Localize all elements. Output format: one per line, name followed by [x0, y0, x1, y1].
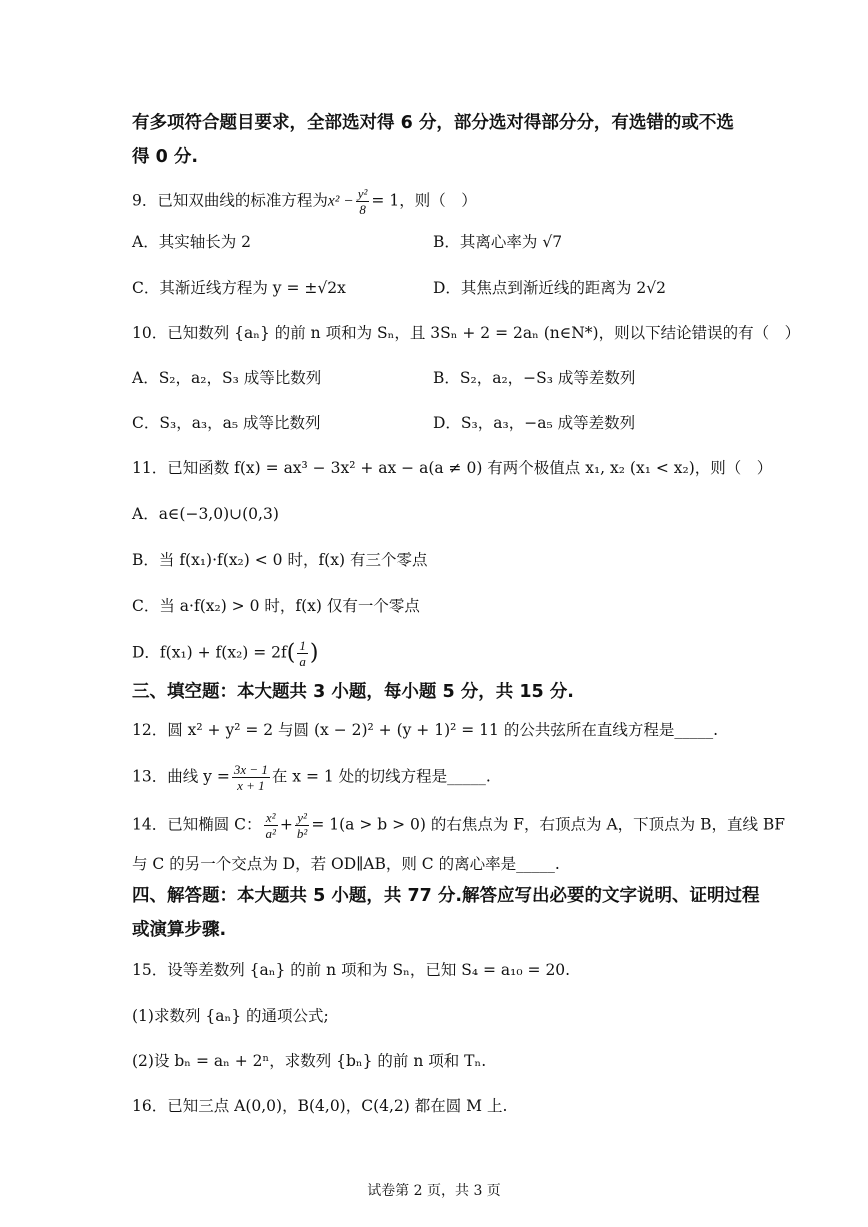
question-14-suffix: = 1(a > b > 0) 的右焦点为 F，右顶点为 A，下顶点为 B，直线 BF — [311, 815, 786, 834]
question-10-option-d: D．S₃，a₃，−a₅ 成等差数列 — [433, 414, 636, 432]
question-16-stem: 16．已知三点 A(0,0)，B(4,0)，C(4,2) 都在圆 M 上. — [132, 1097, 508, 1115]
question-11-option-d-denominator: a — [299, 654, 306, 669]
question-9-eq-left: x² − — [327, 192, 354, 210]
question-14-line-2: 与 C 的另一个交点为 D，若 OD∥AB，则 C 的离心率是_____. — [132, 855, 560, 873]
section-3-heading: 三、填空题：本大题共 3 小题，每小题 5 分，共 15 分. — [132, 682, 574, 702]
question-14-line-1 — [132, 810, 785, 841]
section-2-instructions-line-2: 得 0 分. — [132, 147, 199, 167]
question-11-option-d-numerator: 1 — [299, 638, 306, 653]
question-10-stem: 10．已知数列 {aₙ} 的前 n 项和为 Sₙ，且 3Sₙ + 2 = 2aₙ (n∈N*)，则以下结论错误的有（ ） — [132, 324, 801, 342]
question-11-option-d-left: D．f(x₁) + f(x₂) = 2f — [132, 643, 287, 662]
question-15-stem: 15．设等差数列 {aₙ} 的前 n 项和为 Sₙ，已知 S₄ = a₁₀ = 20. — [132, 961, 571, 979]
question-9-prefix: 9．已知双曲线的标准方程为 — [132, 191, 328, 210]
question-12: 12．圆 x² + y² = 2 与圆 (x − 2)² + (y + 1)² = 11 的公共弦所在直线方程是_____. — [132, 721, 719, 739]
question-10-option-c: C．S₃，a₃，a₅ 成等比数列 — [132, 414, 321, 432]
question-10-option-a: A．S₂，a₂，S₃ 成等比数列 — [132, 369, 322, 387]
question-14-fraction-x — [264, 810, 278, 841]
question-9-option-d: D．其焦点到渐近线的距离为 2√2 — [433, 279, 666, 297]
question-11-stem: 11．已知函数 f(x) = ax³ − 3x² + ax − a(a ≠ 0) 有两个极值点 x₁, x₂ (x₁ < x₂)，则（ ） — [132, 459, 773, 477]
question-13-fraction — [232, 762, 270, 793]
section-4-heading-line-2: 或演算步骤. — [132, 920, 227, 940]
question-14-plus: + — [279, 815, 293, 834]
question-10-option-b: B．S₂，a₂，−S₃ 成等差数列 — [433, 369, 636, 387]
question-14-prefix: 14．已知椭圆 C： — [132, 815, 262, 834]
question-11-option-c: C．当 a·f(x₂) > 0 时，f(x) 仅有一个零点 — [132, 597, 420, 615]
question-13-suffix: 在 x = 1 处的切线方程是_____. — [271, 767, 491, 786]
question-14-denominator-a: a² — [265, 826, 276, 841]
question-14-numerator-x: x² — [264, 810, 278, 826]
question-15-part-1: (1)求数列 {aₙ} 的通项公式; — [132, 1007, 329, 1025]
question-13-numerator: 3x − 1 — [233, 762, 268, 777]
question-13-denominator: x + 1 — [237, 778, 265, 793]
question-9-option-b: B．其离心率为 √7 — [433, 233, 563, 251]
question-14-numerator-y: y² — [295, 810, 309, 826]
question-11-option-b: B．当 f(x₁)·f(x₂) < 0 时，f(x) 有三个零点 — [132, 551, 428, 569]
question-9-suffix: = 1，则（ ） — [371, 191, 477, 210]
question-9-option-c: C．其渐近线方程为 y = ±√2x — [132, 279, 346, 297]
question-11-option-d-fraction — [297, 638, 308, 669]
question-9-option-a: A．其实轴长为 2 — [132, 233, 251, 251]
question-14-fraction-y — [295, 810, 309, 841]
page-footer: 试卷第 2 页，共 3 页 — [367, 1183, 501, 1199]
question-14-denominator-b: b² — [296, 826, 308, 841]
question-15-part-2: (2)设 bₙ = aₙ + 2ⁿ，求数列 {bₙ} 的前 n 项和 Tₙ. — [132, 1052, 487, 1070]
question-13 — [132, 762, 491, 793]
section-2-instructions-line-1: 有多项符合题目要求，全部选对得 6 分，部分选对得部分分，有选错的或不选 — [132, 113, 734, 133]
question-11-option-d: D．f(x₁) + f(x₂) = 2f( $\frac{1}{a}$ ) — [132, 638, 319, 669]
section-4-heading-line-1: 四、解答题：本大题共 5 小题，共 77 分.解答应写出必要的文字说明、证明过程 — [132, 886, 760, 906]
question-9-numerator: y² — [357, 186, 368, 201]
question-9-stem — [132, 186, 477, 217]
question-11-option-a: A．a∈(−3,0)∪(0,3) — [132, 505, 279, 523]
question-9-fraction — [356, 186, 370, 217]
question-9-denominator: 8 — [359, 202, 366, 217]
question-13-prefix: 13．曲线 y = — [132, 767, 230, 786]
